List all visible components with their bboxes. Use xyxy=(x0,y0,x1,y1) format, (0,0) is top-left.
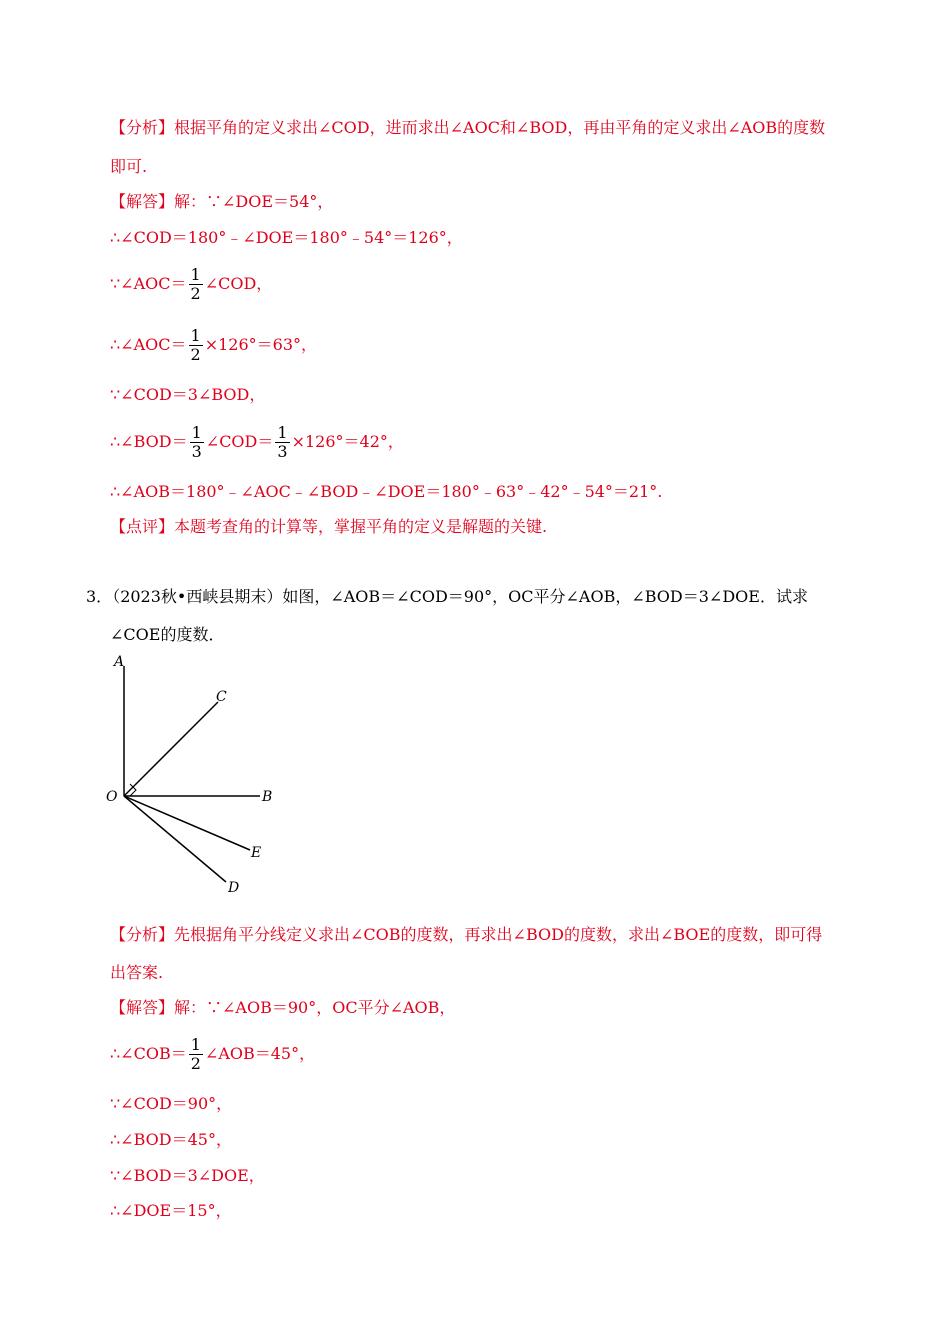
ray-OC xyxy=(124,702,218,796)
label-B: B xyxy=(262,789,273,805)
denominator: 2 xyxy=(190,345,201,364)
denominator: 3 xyxy=(191,442,202,461)
angle-figure xyxy=(100,650,290,900)
step-text: ∠COD， xyxy=(204,274,273,293)
analysis-line-1 xyxy=(110,925,822,945)
answer-intro: 解：∵∠AOB＝90°，OC平分∠AOB， xyxy=(174,998,456,1017)
step-text: ∴∠COB＝ xyxy=(110,1044,187,1063)
analysis-tag: 【分析】 xyxy=(110,925,175,944)
analysis-tag: 【分析】 xyxy=(110,118,175,137)
solution-step: ∴∠DOE＝15°， xyxy=(110,1201,232,1220)
denominator: 3 xyxy=(277,442,288,461)
analysis-line-1 xyxy=(110,118,825,138)
label-E: E xyxy=(251,845,262,861)
comment-tag: 【点评】 xyxy=(110,517,175,536)
denominator: 2 xyxy=(190,1054,201,1073)
answer-tag: 【解答】 xyxy=(110,998,175,1017)
label-C: C xyxy=(216,689,227,705)
step-text: ×126°＝42°， xyxy=(291,432,404,451)
label-A: A xyxy=(114,654,125,670)
answer-intro-line xyxy=(110,998,455,1018)
label-O: O xyxy=(106,789,118,805)
numerator: 1 xyxy=(191,423,202,442)
problem-number: 3． xyxy=(86,587,113,606)
solution-step: ∵∠COD＝3∠BOD， xyxy=(110,385,266,404)
solution-step: ∵∠BOD＝3∠DOE， xyxy=(110,1166,265,1185)
numerator: 1 xyxy=(190,326,201,345)
numerator: 1 xyxy=(277,423,288,442)
solution-step: ∴∠BOD＝45°， xyxy=(110,1130,232,1149)
problem-3-statement xyxy=(86,587,808,607)
comment-text: 本题考查角的计算等，掌握平角的定义是解题的关键. xyxy=(174,517,548,536)
ray-OD xyxy=(124,796,226,882)
solution-step xyxy=(110,424,404,461)
answer-intro-line xyxy=(110,192,333,212)
fraction xyxy=(190,424,204,461)
label-D: D xyxy=(228,880,240,896)
step-text: ∠COD＝ xyxy=(205,432,274,451)
fraction xyxy=(189,327,203,364)
analysis-line-2: 出答案. xyxy=(110,963,164,982)
solution-step: ∵∠COD＝90°， xyxy=(110,1094,233,1113)
step-text: ∠AOB＝45°， xyxy=(204,1044,316,1063)
step-text: ∵∠AOC＝ xyxy=(110,274,187,293)
answer-tag: 【解答】 xyxy=(110,192,175,211)
step-text: ×126°＝63°， xyxy=(204,335,318,354)
fraction xyxy=(189,1036,203,1073)
numerator: 1 xyxy=(190,1035,201,1054)
problem-text: （2023秋•西峡县期末）如图，∠AOB＝∠COD＝90°，OC平分∠AOB，∠BOD＝3∠DOE．试求 xyxy=(112,587,808,606)
comment-line xyxy=(110,517,547,537)
fraction xyxy=(275,424,289,461)
step-text: ∴∠AOC＝ xyxy=(110,335,187,354)
solution-step xyxy=(110,1036,315,1073)
denominator: 2 xyxy=(190,284,201,303)
analysis-line-2: 即可. xyxy=(110,157,148,176)
problem-3-statement-line-2: ∠COE的度数． xyxy=(110,625,225,644)
ray-OE xyxy=(124,796,250,850)
solution-step xyxy=(110,266,272,303)
solution-step: ∴∠COD＝180°﹣∠DOE＝180°﹣54°＝126°， xyxy=(110,228,463,247)
solution-step: ∴∠AOB＝180°﹣∠AOC﹣∠BOD﹣∠DOE＝180°﹣63°﹣42°﹣54°＝21°. xyxy=(110,482,663,501)
answer-intro: 解：∵∠DOE＝54°， xyxy=(174,192,334,211)
analysis-text: 先根据角平分线定义求出∠COB的度数，再求出∠BOD的度数，求出∠BOE的度数，即可得 xyxy=(174,925,823,944)
solution-step xyxy=(110,327,317,364)
step-text: ∴∠BOD＝ xyxy=(110,432,188,451)
numerator: 1 xyxy=(190,265,201,284)
analysis-text: 根据平角的定义求出∠COD，进而求出∠AOC和∠BOD，再由平角的定义求出∠AOB的度数 xyxy=(174,118,826,137)
fraction xyxy=(189,266,203,303)
